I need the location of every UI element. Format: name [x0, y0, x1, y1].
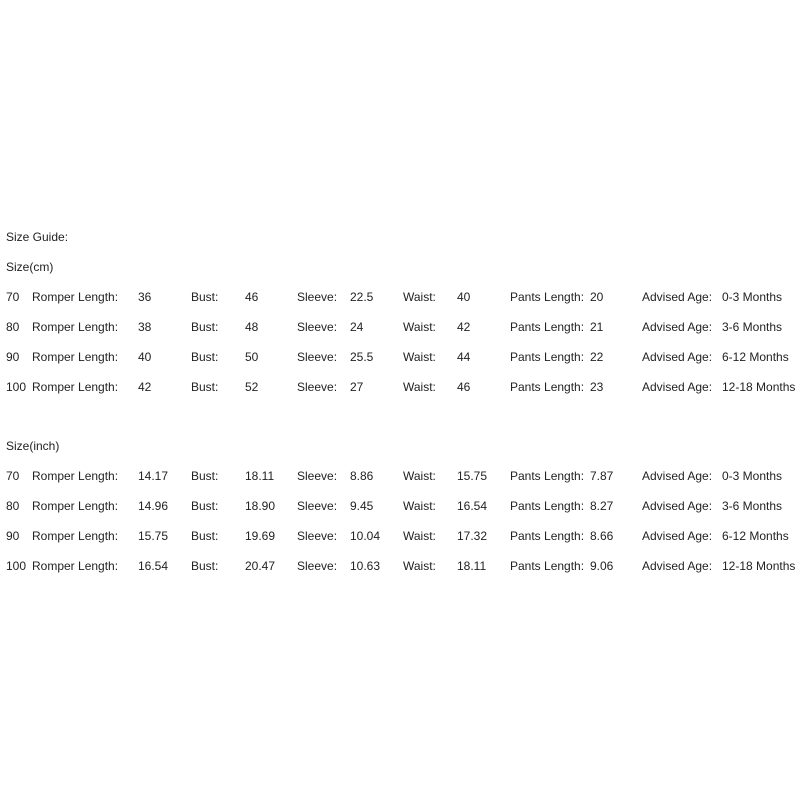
bust-label: Bust: — [191, 529, 219, 543]
romper-length-label: Romper Length: — [32, 499, 119, 513]
table-row — [0, 469, 800, 499]
advised-age-label: Advised Age: — [642, 529, 713, 543]
size-guide-title: Size Guide: — [6, 230, 69, 244]
bust-label: Bust: — [191, 559, 219, 573]
waist-label: Waist: — [403, 290, 436, 304]
sleeve-label: Sleeve: — [297, 290, 338, 304]
romper-length-value: 14.17 — [138, 469, 169, 483]
sleeve-value: 27 — [350, 380, 364, 394]
inch-size-table — [0, 469, 800, 589]
bust-label: Bust: — [191, 290, 219, 304]
romper-length-label: Romper Length: — [32, 320, 119, 334]
waist-label: Waist: — [403, 350, 436, 364]
pants-length-label: Pants Length: — [510, 529, 585, 543]
bust-value: 50 — [245, 350, 259, 364]
advised-age-value: 3-6 Months — [722, 320, 783, 334]
waist-label: Waist: — [403, 320, 436, 334]
sleeve-value: 24 — [350, 320, 364, 334]
sleeve-label: Sleeve: — [297, 350, 338, 364]
waist-label: Waist: — [403, 469, 436, 483]
advised-age-label: Advised Age: — [642, 290, 713, 304]
table-row — [0, 529, 800, 559]
bust-value: 46 — [245, 290, 259, 304]
table-row — [0, 499, 800, 529]
waist-value: 46 — [457, 380, 471, 394]
pants-length-label: Pants Length: — [510, 320, 585, 334]
bust-value: 18.11 — [245, 469, 275, 483]
size-value: 90 — [6, 350, 20, 364]
waist-value: 16.54 — [457, 499, 488, 513]
bust-value: 48 — [245, 320, 259, 334]
pants-length-value: 22 — [590, 350, 604, 364]
romper-length-value: 14.96 — [138, 499, 169, 513]
romper-length-label: Romper Length: — [32, 290, 119, 304]
pants-length-value: 20 — [590, 290, 604, 304]
pants-length-value: 23 — [590, 380, 604, 394]
waist-value: 18.11 — [457, 559, 487, 573]
advised-age-label: Advised Age: — [642, 559, 713, 573]
table-row — [0, 320, 800, 350]
bust-value: 19.69 — [245, 529, 276, 543]
size-value: 80 — [6, 499, 20, 513]
bust-value: 52 — [245, 380, 259, 394]
pants-length-label: Pants Length: — [510, 559, 585, 573]
bust-value: 20.47 — [245, 559, 276, 573]
advised-age-value: 12-18 Months — [722, 559, 796, 573]
size-value: 70 — [6, 469, 20, 483]
cm-table-heading: Size(cm) — [6, 260, 54, 274]
size-value: 100 — [6, 380, 27, 394]
waist-label: Waist: — [403, 559, 436, 573]
bust-label: Bust: — [191, 320, 219, 334]
sleeve-value: 22.5 — [350, 290, 374, 304]
romper-length-label: Romper Length: — [32, 469, 119, 483]
table-row — [0, 350, 800, 380]
romper-length-value: 15.75 — [138, 529, 169, 543]
romper-length-value: 16.54 — [138, 559, 169, 573]
bust-label: Bust: — [191, 380, 219, 394]
romper-length-label: Romper Length: — [32, 529, 119, 543]
pants-length-value: 9.06 — [590, 559, 614, 573]
waist-label: Waist: — [403, 499, 436, 513]
romper-length-label: Romper Length: — [32, 559, 119, 573]
pants-length-label: Pants Length: — [510, 499, 585, 513]
pants-length-value: 7.87 — [590, 469, 614, 483]
sleeve-label: Sleeve: — [297, 469, 338, 483]
waist-value: 15.75 — [457, 469, 488, 483]
advised-age-value: 0-3 Months — [722, 469, 783, 483]
romper-length-value: 40 — [138, 350, 152, 364]
romper-length-value: 42 — [138, 380, 152, 394]
pants-length-label: Pants Length: — [510, 380, 585, 394]
bust-label: Bust: — [191, 499, 219, 513]
advised-age-label: Advised Age: — [642, 320, 713, 334]
romper-length-value: 36 — [138, 290, 152, 304]
bust-label: Bust: — [191, 469, 219, 483]
romper-length-label: Romper Length: — [32, 350, 119, 364]
sleeve-value: 8.86 — [350, 469, 374, 483]
romper-length-label: Romper Length: — [32, 380, 119, 394]
advised-age-label: Advised Age: — [642, 380, 713, 394]
advised-age-value: 12-18 Months — [722, 380, 796, 394]
table-row — [0, 290, 800, 320]
pants-length-value: 8.66 — [590, 529, 614, 543]
romper-length-value: 38 — [138, 320, 152, 334]
sleeve-label: Sleeve: — [297, 499, 338, 513]
pants-length-label: Pants Length: — [510, 350, 585, 364]
pants-length-label: Pants Length: — [510, 469, 585, 483]
sleeve-label: Sleeve: — [297, 380, 338, 394]
sleeve-label: Sleeve: — [297, 529, 338, 543]
sleeve-label: Sleeve: — [297, 320, 338, 334]
sleeve-value: 25.5 — [350, 350, 374, 364]
size-value: 90 — [6, 529, 20, 543]
sleeve-value: 10.04 — [350, 529, 381, 543]
size-value: 100 — [6, 559, 27, 573]
advised-age-label: Advised Age: — [642, 469, 713, 483]
bust-label: Bust: — [191, 350, 219, 364]
advised-age-value: 6-12 Months — [722, 529, 789, 543]
waist-value: 40 — [457, 290, 471, 304]
sleeve-value: 10.63 — [350, 559, 381, 573]
advised-age-value: 3-6 Months — [722, 499, 783, 513]
waist-label: Waist: — [403, 380, 436, 394]
waist-value: 17.32 — [457, 529, 488, 543]
size-value: 70 — [6, 290, 20, 304]
advised-age-value: 6-12 Months — [722, 350, 789, 364]
waist-value: 44 — [457, 350, 471, 364]
cm-size-table — [0, 290, 800, 410]
pants-length-label: Pants Length: — [510, 290, 585, 304]
advised-age-label: Advised Age: — [642, 499, 713, 513]
advised-age-value: 0-3 Months — [722, 290, 783, 304]
advised-age-label: Advised Age: — [642, 350, 713, 364]
pants-length-value: 8.27 — [590, 499, 614, 513]
bust-value: 18.90 — [245, 499, 276, 513]
waist-label: Waist: — [403, 529, 436, 543]
waist-value: 42 — [457, 320, 471, 334]
sleeve-value: 9.45 — [350, 499, 374, 513]
size-value: 80 — [6, 320, 20, 334]
table-row — [0, 380, 800, 410]
table-row — [0, 559, 800, 589]
sleeve-label: Sleeve: — [297, 559, 338, 573]
inch-table-heading: Size(inch) — [6, 439, 60, 453]
pants-length-value: 21 — [590, 320, 604, 334]
